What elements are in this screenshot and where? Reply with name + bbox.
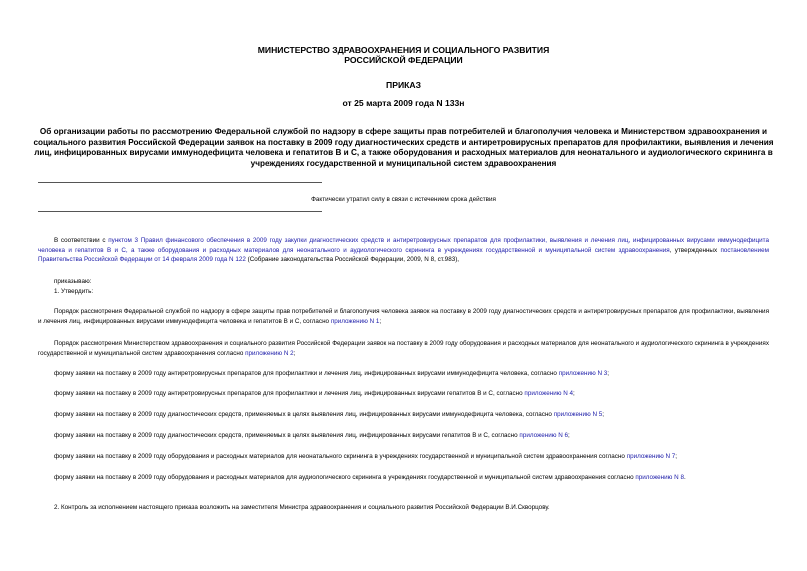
ministry-name [30,45,777,65]
item-4: форму заявки на поставку в 2009 году антиретровирусных препаратов для профилактики и лечения лиц, инфицированных вирусами гепатитов В и С, согласно приложению N 4; [54,390,575,397]
doc-type: ПРИКАЗ [386,80,421,90]
link-appendix-4[interactable]: приложению N 4 [524,390,573,397]
link-rules-point-3[interactable]: пунктом 3 Правил финансового обеспечения в 2009 году закупки диагностических средств и антиретровирусных препаратов для профилактики, выявления и лечения лиц, инфицированных вирусами иммунодефицита человека и гепатитов В и С, а также оборудования и расходных материалов для неонатального и аудиологического скрининга в учреждениях государственной и муниципальной систем здравоохранения [38,237,769,254]
item-3: форму заявки на поставку в 2009 году антиретровирусных препаратов для профилактики и лечения лиц, инфицированных вирусами иммунодефицита человека, согласно приложению N 3; [54,370,610,377]
ministry-line-1: МИНИСТЕРСТВО ЗДРАВООХРАНЕНИЯ И СОЦИАЛЬНОГО РАЗВИТИЯ [257,45,550,55]
item-1: Порядок рассмотрения Федеральной службой по надзору в сфере защиты прав потребителей и благополучия человека заявок на поставку в 2009 году диагностических средств и антиретровирусных препаратов для профилактики, выявления и лечения лиц, инфицированных вирусами иммунодефицита человека и гепатитов В и С, согласно приложению N 1; [38,308,769,325]
link-appendix-7[interactable]: приложению N 7 [626,453,676,460]
link-appendix-1[interactable]: приложению N 1 [330,317,380,325]
link-appendix-6[interactable]: приложению N 6 [519,432,568,439]
doc-date-number: от 25 марта 2009 года N 133н [342,98,465,108]
link-appendix-3[interactable]: приложению N 3 [558,370,608,377]
approve-clause: 1. Утвердить: [54,288,94,295]
link-appendix-5[interactable]: приложению N 5 [553,411,603,418]
preamble [38,236,769,265]
control-clause: 2. Контроль за исполнением настоящего приказа возложить на заместителя Министра здравоохранения и социального развития Российской Федерации В.И.Скворцову. [54,504,550,511]
link-appendix-2[interactable]: приложению N 2 [245,349,294,357]
doc-title: Об организации работы по рассмотрению Федеральной службой по надзору в сфере защиты прав потребителей и благополучия человека и Министерством здравоохранения и социального развития Российской Федерации заявок на поставку в 2009 году диагностических средств и антиретровирусных препаратов для профилактики, выявления и лечения лиц, инфицированных вирусами иммунодефицита человека и гепатитов В и С, а также оборудования и расходных материалов для неонатального и аудиологического скрининга в учреждениях государственной и муниципальной систем здравоохранения [33,127,774,168]
item-8: форму заявки на поставку в 2009 году оборудования и расходных материалов для аудиологического скрининга в учреждениях государственной и муниципальной систем здравоохранения согласно приложению N 8. [54,474,686,481]
preamble-text-2: , утвержденных [669,246,721,254]
order-word: приказываю: [54,278,92,285]
preamble-text-3: (Собрание законодательства Российской Федерации, 2009, N 8, ст.983), [245,256,460,264]
divider-bottom [38,211,322,212]
item-5: форму заявки на поставку в 2009 году диагностических средств, применяемых в целях выявления лиц, инфицированных вирусами иммунодефицита человека, согласно приложению N 5; [54,411,605,418]
link-government-decree-122[interactable]: постановлением Правительства Российской Федерации от 14 февраля 2009 года N 122 [38,246,769,264]
preamble-text-1: В соответствии с [54,237,109,244]
link-appendix-8[interactable]: приложению N 8 [635,474,684,481]
item-7: форму заявки на поставку в 2009 году оборудования и расходных материалов для неонатального скрининга в учреждениях государственной и муниципальной систем здравоохранения согласно приложению N 7; [54,453,678,460]
divider-top [38,182,322,183]
ministry-line-2: РОССИЙСКОЙ ФЕДЕРАЦИИ [344,55,463,65]
status-note: Фактически утратил силу в связи с истечением срока действия [311,196,496,203]
item-6: форму заявки на поставку в 2009 году диагностических средств, применяемых в целях выявления лиц, инфицированных вирусами гепатитов В и С, согласно приложению N 6; [54,432,570,439]
item-2: Порядок рассмотрения Министерством здравоохранения и социального развития Российской Федерации заявок на поставку в 2009 году оборудования и расходных материалов для неонатального и аудиологического скрининга в учреждениях государственной и муниципальной систем здравоохранения согласно приложению N 2; [38,340,769,357]
